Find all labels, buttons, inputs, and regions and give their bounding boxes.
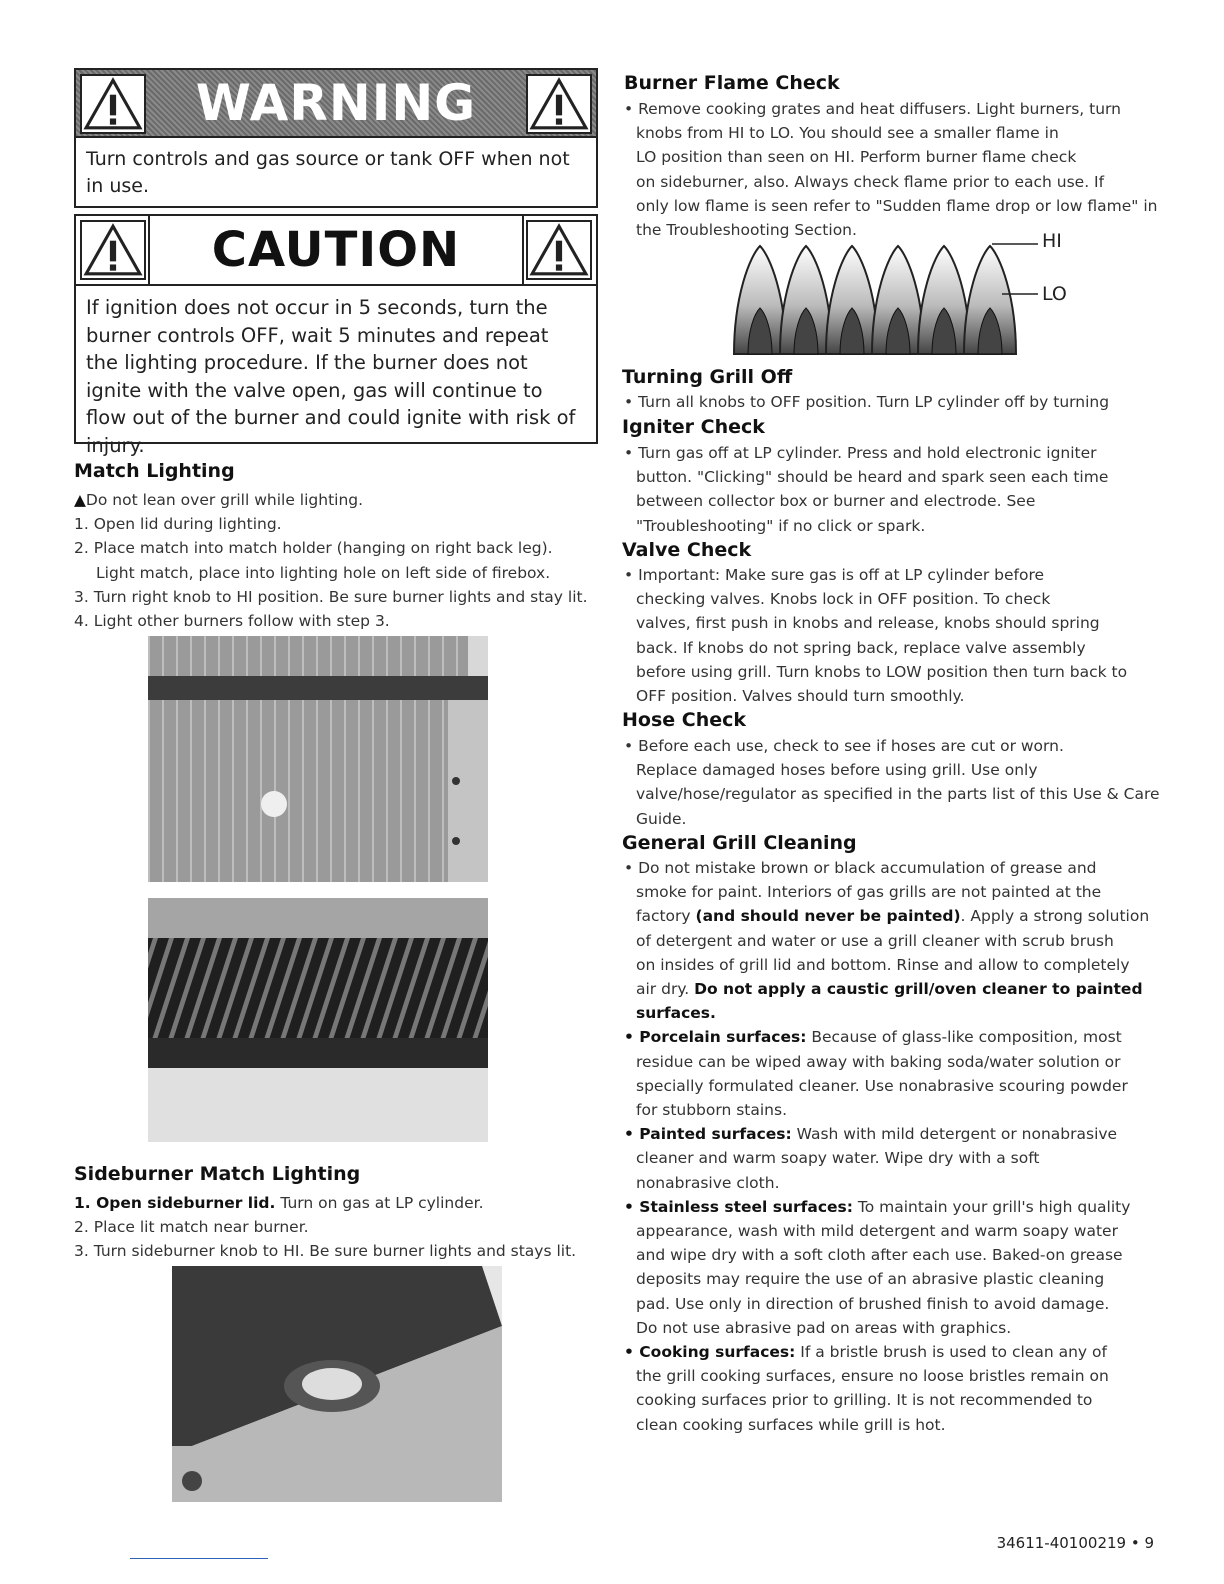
grill-off-text: • Turn all knobs to OFF position. Turn LP cylinder off by turning [624, 393, 1110, 411]
page-footer: 34611-40100219 • 9 [996, 1534, 1154, 1552]
grill-off-heading: Turning Grill Off [622, 366, 793, 388]
sideburner-text: 1. Open sideburner lid. Turn on gas at LP cylinder. 2. Place lit match near burner. 3. Turn sideburner knob to HI. Be sure burner lights and stays lit. [74, 1194, 577, 1261]
caution-triangle-icon [526, 220, 592, 280]
warning-box [74, 68, 598, 208]
flame-check-text: • Remove cooking grates and heat diffusers. Light burners, turn knobs from HI to LO. You should see a smaller flame in LO position than seen on HI. Perform burner flame check on sideburner, also. Always check flame prior to each use. If only low flame is seen refer to "Sudden flame drop or low flame" in the Troubleshooting Section. [624, 100, 1158, 240]
flame-check-heading: Burner Flame Check [624, 72, 840, 94]
caution-triangle-icon [80, 220, 146, 280]
valve-heading: Valve Check [622, 539, 752, 561]
footer-divider [130, 1558, 268, 1559]
firebox-lighting-hole-image [148, 636, 488, 882]
flame-label-lo: LO [1042, 283, 1067, 305]
warning-title: WARNING [195, 74, 477, 132]
hose-text: • Before each use, check to see if hoses are cut or worn. Replace damaged hoses before using grill. Use only valve/hose/regulator as specified in the parts list of this Use & Care Guide. [624, 737, 1160, 828]
flame-label-hi: HI [1042, 230, 1062, 252]
warning-triangle-icon [526, 74, 592, 134]
igniter-heading: Igniter Check [622, 416, 765, 438]
igniter-text: • Turn gas off at LP cylinder. Press and hold electronic igniter button. "Clicking" should be heard and spark seen each time between collector box or burner and electrode. See "Troubleshooting" if no click or spark. [624, 444, 1109, 535]
caution-box [74, 214, 598, 457]
sideburner-heading: Sideburner Match Lighting [74, 1163, 361, 1185]
match-lighting-text: ▲Do not lean over grill while lighting. 1. Open lid during lighting. 2. Place match into match holder (hanging on right back leg). Light match, place into lighting hole on left side of firebox. 3. Turn right knob to HI position. Be sure burner lights and stay lit. 4. Light other burners follow with step 3. [74, 491, 588, 631]
caution-banner [76, 216, 596, 286]
cleaning-heading: General Grill Cleaning [622, 832, 857, 854]
valve-text: • Important: Make sure gas is off at LP cylinder before checking valves. Knobs lock in OFF position. To check valves, first push in knobs and release, knobs should spring back. If knobs do not spring back, replace valve assembly before using grill. Turn knobs to LOW position then turn back to OFF position. Valves should turn smoothly. [624, 566, 1128, 706]
cleaning-text: • Do not mistake brown or black accumulation of grease and smoke for paint. Interiors of gas grills are not painted at the factory (and should never be painted). Apply a strong solution of detergent and water or use a grill cleaner with scrub brush on insides of grill lid and bottom. Rinse and allow to completely air dry. Do not apply a caustic grill/oven cleaner to painted surfaces. • Porcelain surfaces: Because of glass-like composition, most residue can be wiped away with baking soda/water solution or specially formulated cleaner. Use nonabrasive scouring powder for stubborn stains. • Painted surfaces: Wash with mild detergent or nonabrasive cleaner and warm soapy water. Wipe dry with a soft nonabrasive cloth. • Stainless steel surfaces: To maintain your grill's high quality appearance, wash with mild detergent and warm soapy water and wipe dry with a soft cloth after each use. Baked-on grease deposits may require the use of an abrasive plastic cleaning pad. Use only in direction of brushed finish to avoid damage. Do not use abrasive pad on areas with graphics. • Cooking surfaces: If a bristle brush is used to clean any of the grill cooking surfaces, ensure no loose bristles remain on cooking surfaces prior to grilling. It is not recommended to clean cooking surfaces while grill is hot. [624, 859, 1150, 1434]
warning-triangle-icon [80, 74, 146, 134]
caution-title: CAUTION [148, 216, 524, 284]
warning-banner [76, 70, 596, 138]
warning-text: Turn controls and gas source or tank OFF when not in use. [86, 148, 570, 197]
match-lighting-heading: Match Lighting [74, 460, 235, 482]
burner-flames-image [730, 236, 1060, 358]
hose-heading: Hose Check [622, 709, 747, 731]
cooking-grates-image [148, 898, 488, 1142]
warning-triangle-icon: ▲ [74, 491, 86, 509]
caution-text: If ignition does not occur in 5 seconds, turn the burner controls OFF, wait 5 minutes and repeat the lighting procedure. If the burner does not ignite with the valve open, gas will continue to flow out of the burner and could ignite with risk of injury. [86, 296, 576, 457]
sideburner-image [172, 1266, 502, 1502]
